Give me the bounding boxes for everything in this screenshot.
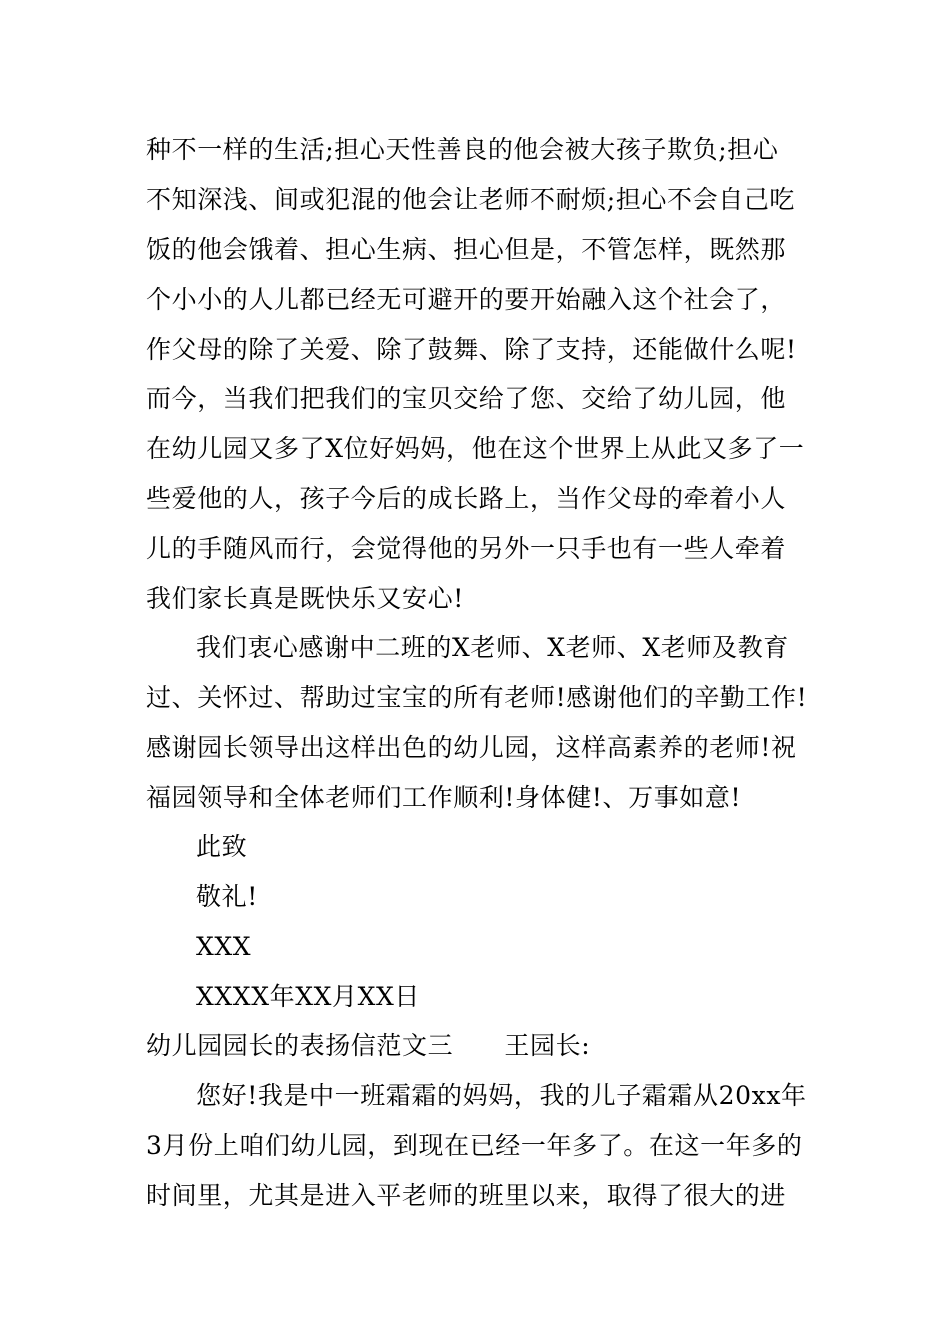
text-line: 感谢园长领导出这样出色的幼儿园，这样高素养的老师!祝 — [146, 733, 797, 762]
text-line: 作父母的除了关爱、除了鼓舞、除了支持，还能做什么呢! — [146, 335, 797, 364]
closing-salutation: 此致 — [196, 832, 248, 861]
text-line: 种不一样的生活;担心天性善良的他会被大孩子欺负;担心 — [146, 135, 779, 164]
text-line: 过、关怀过、帮助过宝宝的所有老师!感谢他们的辛勤工作! — [146, 683, 808, 712]
text-line: 不知深浅、间或犯混的他会让老师不耐烦;担心不会自己吃 — [146, 185, 796, 214]
text-line: 而今，当我们把我们的宝贝交给了您、交给了幼儿园，他 — [146, 384, 787, 413]
text-line: 些爱他的人，孩子今后的成长路上，当作父母的牵着小人 — [146, 484, 787, 513]
paragraph-start-line: 您好!我是中一班霜霜的妈妈，我的儿子霜霜从20xx年 — [196, 1081, 807, 1110]
text-line: 福园领导和全体老师们工作顺利!身体健!、万事如意! — [146, 783, 742, 812]
text-line: 饭的他会饿着、担心生病、担心但是，不管怎样，既然那 — [146, 235, 787, 264]
text-line: 时间里，尤其是进入平老师的班里以来，取得了很大的进 — [146, 1181, 787, 1210]
text-line: 儿的手随风而行，会觉得他的另外一只手也有一些人牵着 — [146, 534, 787, 563]
text-line: 3月份上咱们幼儿园，到现在已经一年多了。在这一年多的 — [146, 1131, 803, 1160]
signature-date: XXXX年XX月XX日 — [196, 982, 420, 1011]
text-line: 我们家长真是既快乐又安心! — [146, 584, 464, 613]
signature-name: XXX — [196, 932, 252, 961]
closing-regards: 敬礼! — [196, 882, 258, 911]
paragraph-start-line: 我们衷心感谢中二班的X老师、X老师、X老师及教育 — [196, 633, 789, 662]
text-line: 在幼儿园又多了X位好妈妈，他在这个世界上从此又多了一 — [146, 434, 805, 463]
section-heading: 幼儿园园长的表扬信范文三 王园长: — [146, 1031, 591, 1060]
text-line: 个小小的人儿都已经无可避开的要开始融入这个社会了， — [146, 285, 787, 314]
